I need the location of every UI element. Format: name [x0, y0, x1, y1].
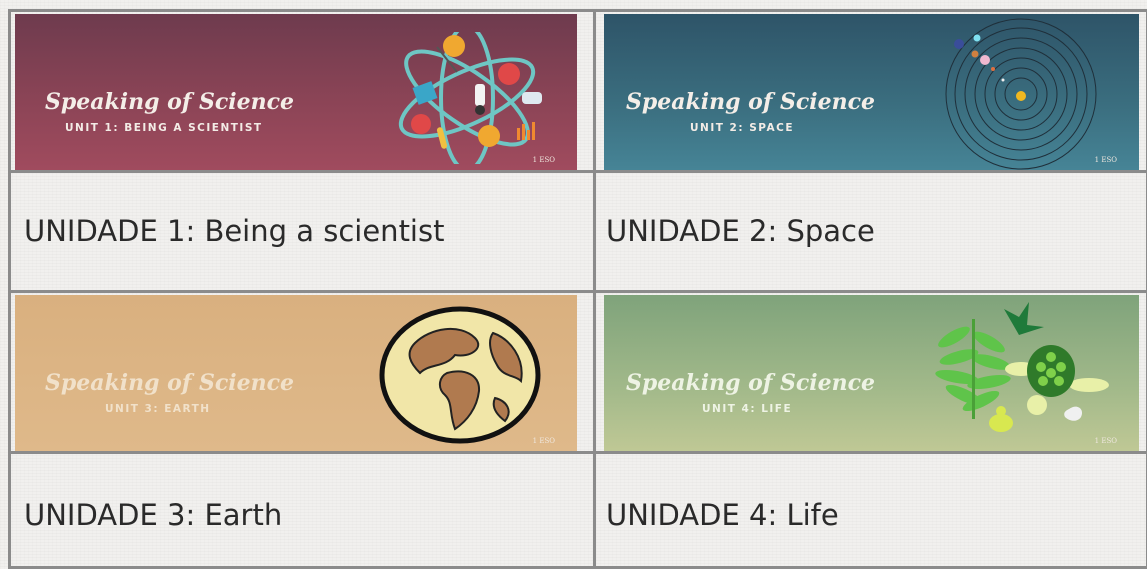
banner-badge: 1 ESO	[1094, 437, 1117, 445]
unit-1-link[interactable]: UNIDADE 1: Being a scientist	[24, 214, 445, 248]
banner-subtitle: UNIT 1: BEING A SCIENTIST	[65, 122, 263, 134]
unit-1-banner[interactable]	[15, 14, 577, 170]
banner-badge: 1 ESO	[532, 156, 555, 164]
banner-title: Speaking of Science	[626, 370, 875, 396]
banner-badge: 1 ESO	[1094, 156, 1117, 164]
unit-4-banner[interactable]	[604, 295, 1139, 451]
science-atom-icon	[387, 32, 547, 164]
banner-subtitle: UNIT 4: LIFE	[702, 403, 793, 415]
banner-title: Speaking of Science	[45, 370, 294, 396]
unit-2-banner[interactable]	[604, 14, 1139, 170]
unit-4-link[interactable]: UNIDADE 4: Life	[606, 498, 839, 532]
unit-3-banner[interactable]	[15, 295, 577, 451]
banner-title: Speaking of Science	[626, 89, 875, 115]
row-divider	[11, 290, 1146, 293]
unit-2-link[interactable]: UNIDADE 2: Space	[606, 214, 875, 248]
globe-icon	[375, 303, 545, 448]
column-divider	[593, 12, 596, 566]
banner-subtitle: UNIT 2: SPACE	[690, 122, 794, 134]
unit-3-link[interactable]: UNIDADE 3: Earth	[24, 498, 283, 532]
solar-system-icon	[939, 14, 1099, 170]
row-divider	[11, 451, 1146, 454]
banner-badge: 1 ESO	[532, 437, 555, 445]
row-divider	[11, 170, 1146, 173]
banner-subtitle: UNIT 3: EARTH	[105, 403, 211, 415]
nature-life-icon	[919, 297, 1119, 449]
banner-title: Speaking of Science	[45, 89, 294, 115]
